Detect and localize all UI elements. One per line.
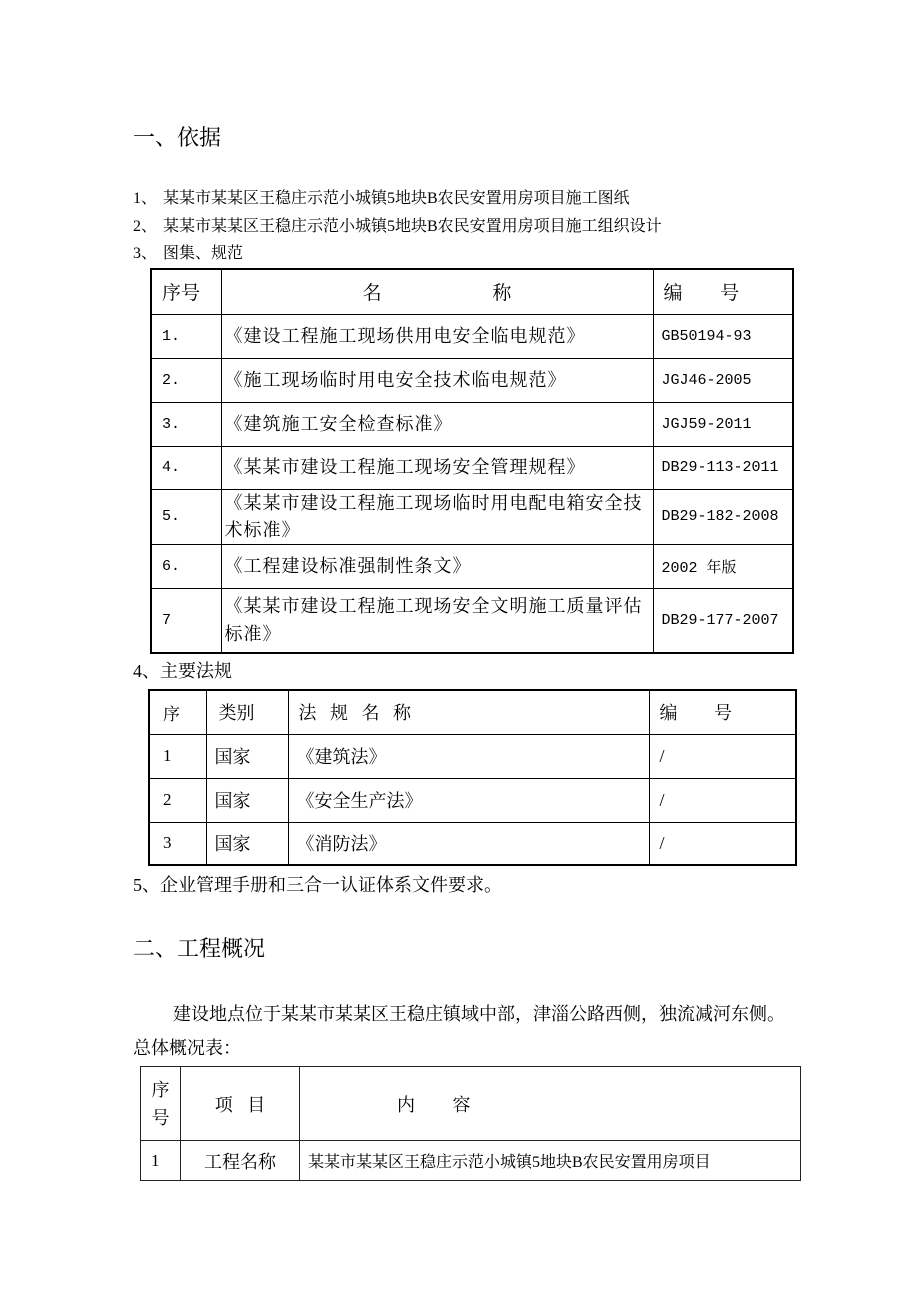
- standard-code: JGJ46-2005: [653, 358, 793, 402]
- header-number: 序号: [151, 269, 221, 314]
- header-name: 名 称: [221, 269, 653, 314]
- header-code: 编 号: [653, 269, 793, 314]
- table-row: [151, 544, 793, 588]
- standard-name: 《某某市建设工程施工现场安全文明施工质量评估标准》: [221, 588, 653, 653]
- row-number: 7: [151, 588, 221, 653]
- row-number: 2.: [151, 358, 221, 402]
- table-row: [151, 358, 793, 402]
- overview-content: 某某市某某区王稳庄示范小城镇5地块B农民安置用房项目: [300, 1141, 801, 1181]
- header-number: 序: [149, 690, 206, 734]
- standard-code: DB29-113-2011: [653, 446, 793, 489]
- standard-code: DB29-182-2008: [653, 489, 793, 544]
- header-category: 类别: [206, 690, 288, 734]
- header-content: 内 容: [300, 1067, 801, 1141]
- law-name: 《建筑法》: [288, 734, 649, 778]
- standard-name: 《施工现场临时用电安全技术临电规范》: [221, 358, 653, 402]
- section-heading-overview: 二、工程概况: [133, 936, 266, 961]
- law-name: 《安全生产法》: [288, 778, 649, 822]
- basis-item-text: 图集、规范: [163, 245, 244, 262]
- law-code: /: [649, 734, 796, 778]
- row-number: 5.: [151, 489, 221, 544]
- law-category: 国家: [206, 822, 288, 865]
- table-row: [141, 1141, 801, 1181]
- header-code: 编 号: [649, 690, 796, 734]
- table-header-row: [151, 269, 793, 314]
- row-number: 1: [141, 1141, 181, 1181]
- law-code: /: [649, 778, 796, 822]
- row-number: 2: [149, 778, 206, 822]
- standard-name: 《建筑施工安全检查标准》: [221, 402, 653, 446]
- header-number-cell: [141, 1067, 181, 1141]
- basis-item: [133, 243, 243, 265]
- row-number: 6.: [151, 544, 221, 588]
- table-row: [151, 314, 793, 358]
- overview-item: 工程名称: [181, 1141, 300, 1181]
- standard-code: GB50194-93: [653, 314, 793, 358]
- table-row: [151, 446, 793, 489]
- basis-item-number: 1、: [133, 190, 158, 207]
- standard-name: 《工程建设标准强制性条文》: [221, 544, 653, 588]
- overview-table-label: 总体概况表：: [133, 1038, 241, 1058]
- law-code: /: [649, 822, 796, 865]
- standard-code: DB29-177-2007: [653, 588, 793, 653]
- section-heading-basis: 一、依据: [133, 125, 222, 150]
- standard-name: 《某某市建设工程施工现场临时用电配电箱安全技术标准》: [221, 489, 653, 544]
- basis-item-number: 3、: [133, 245, 158, 262]
- row-number: 1: [149, 734, 206, 778]
- standard-name: 《建设工程施工现场供用电安全临电规范》: [221, 314, 653, 358]
- laws-label: 4、主要法规: [133, 661, 232, 681]
- header-item: 项 目: [181, 1067, 300, 1141]
- overview-table: [140, 1066, 801, 1181]
- basis-item-text: 某某市某某区王稳庄示范小城镇5地块B农民安置用房项目施工组织设计: [163, 218, 662, 235]
- header-number: 序号: [151, 1079, 170, 1128]
- laws-table: [148, 689, 797, 866]
- table-row: [151, 489, 793, 544]
- standard-code: 2002 年版: [653, 544, 793, 588]
- law-category: 国家: [206, 778, 288, 822]
- basis-item: [133, 216, 662, 238]
- row-number: 3.: [151, 402, 221, 446]
- basis-item-text: 某某市某某区王稳庄示范小城镇5地块B农民安置用房项目施工图纸: [163, 190, 630, 207]
- standard-code: JGJ59-2011: [653, 402, 793, 446]
- header-name: 法 规 名 称: [288, 690, 649, 734]
- standards-table: [150, 268, 794, 654]
- basis-item-5: 5、企业管理手册和三合一认证体系文件要求。: [133, 875, 502, 895]
- table-header-row: [149, 690, 796, 734]
- table-header-row: [141, 1067, 801, 1141]
- table-row: [149, 778, 796, 822]
- basis-item-number: 2、: [133, 218, 158, 235]
- law-name: 《消防法》: [288, 822, 649, 865]
- table-row: [149, 822, 796, 865]
- table-row: [151, 402, 793, 446]
- table-row: [149, 734, 796, 778]
- location-paragraph: 建设地点位于某某市某某区王稳庄镇域中部，津淄公路西侧，独流减河东侧。: [173, 1004, 785, 1024]
- table-row: [151, 588, 793, 653]
- row-number: 3: [149, 822, 206, 865]
- basis-item: [133, 188, 630, 210]
- law-category: 国家: [206, 734, 288, 778]
- row-number: 4.: [151, 446, 221, 489]
- row-number: 1.: [151, 314, 221, 358]
- standard-name: 《某某市建设工程施工现场安全管理规程》: [221, 446, 653, 489]
